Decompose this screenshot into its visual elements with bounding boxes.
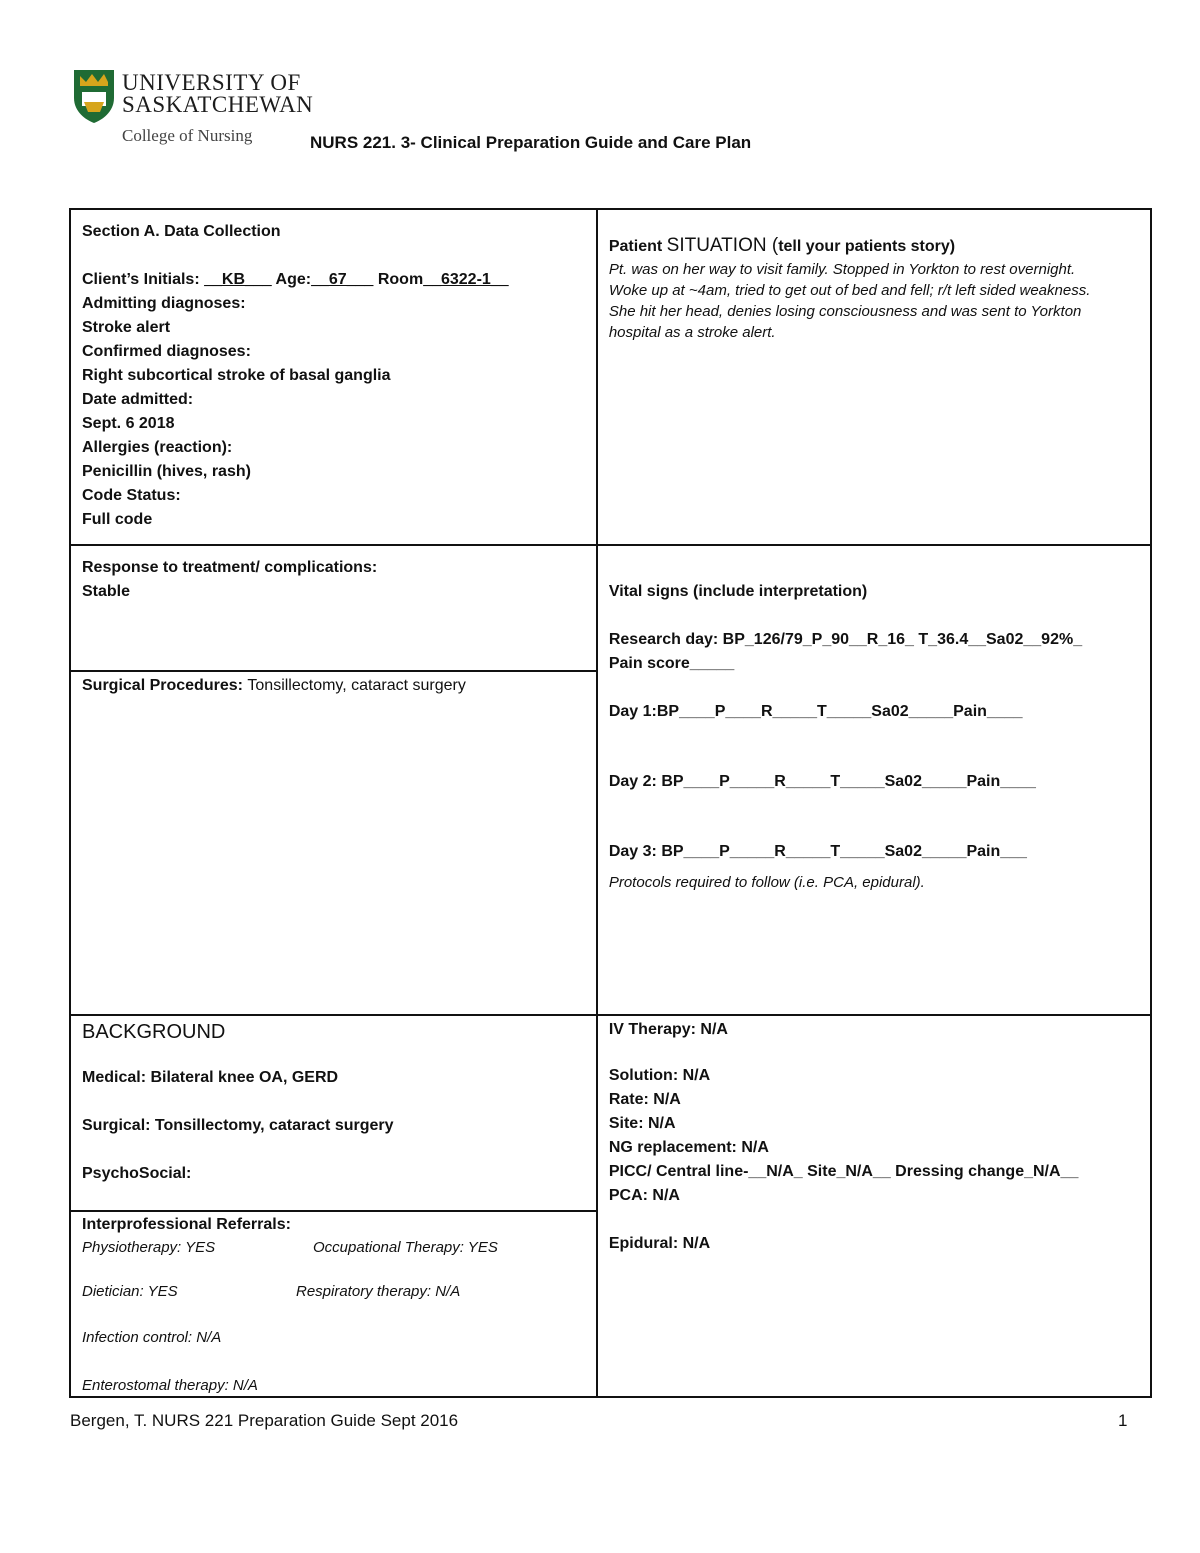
- background-surgical: Surgical: Tonsillectomy, cataract surgery: [82, 1117, 394, 1134]
- surgical-procedures-cell: [70, 671, 597, 1015]
- background-cell: [70, 1015, 597, 1211]
- code-status-value: Full code: [82, 511, 153, 528]
- vital-signs-cell: [597, 545, 1151, 1015]
- referrals-cell: [70, 1211, 597, 1397]
- iv-site: Site: N/A: [608, 1115, 676, 1132]
- referrals-row2: [82, 1281, 586, 1327]
- initials-label: Client’s Initials:: [82, 271, 205, 288]
- situation-line: Woke up at ~4am, tried to get out of bed and fell; r/t left sided weakness.: [608, 282, 1091, 299]
- referral-physio: Physiotherapy: YES: [82, 1239, 216, 1256]
- iv-therapy-cell: [597, 1015, 1151, 1397]
- section-a-cell: [70, 209, 597, 545]
- iv-picc: PICC/ Central line-__N/A_ Site_N/A__ Dressing change_N/A__: [608, 1163, 1079, 1180]
- referrals-title: Interprofessional Referrals:: [82, 1216, 291, 1233]
- code-status-label: Code Status:: [82, 487, 181, 504]
- surgical-procedures-label: Surgical Procedures:: [82, 677, 248, 694]
- iv-epidural: Epidural: N/A: [608, 1235, 711, 1252]
- situation-heading: [609, 234, 1140, 259]
- referrals-row1: [82, 1237, 586, 1281]
- university-name-line2: SASKATCHEWAN: [122, 92, 314, 117]
- vitals-research-day: Research day: BP_126/79_P_90__R_16_ T_36.4__Sa02__92%_: [608, 631, 1083, 648]
- background-medical: Medical: Bilateral knee OA, GERD: [82, 1069, 339, 1086]
- surgical-procedures-value: Tonsillectomy, cataract surgery: [247, 677, 466, 694]
- age-value: __67___: [311, 271, 374, 288]
- situation-label-suffix: tell your patients story): [778, 238, 956, 255]
- referral-infection: Infection control: N/A: [82, 1329, 222, 1346]
- iv-rate: Rate: N/A: [608, 1091, 681, 1108]
- document-title: NURS 221. 3- Clinical Preparation Guide and Care Plan: [310, 133, 752, 152]
- university-name-line1: UNIVERSITY OF: [122, 70, 301, 95]
- iv-pca: PCA: N/A: [608, 1187, 680, 1204]
- referral-respiratory: Respiratory therapy: N/A: [296, 1283, 461, 1300]
- date-admitted-value: Sept. 6 2018: [82, 415, 175, 432]
- situation-label-big: SITUATION (: [666, 235, 779, 256]
- referral-occupational: Occupational Therapy: YES: [313, 1239, 498, 1256]
- vitals-day3: Day 3: BP____P_____R_____T_____Sa02_____Pain___: [608, 843, 1027, 860]
- allergies-value: Penicillin (hives, rash): [82, 463, 251, 480]
- college-name: College of Nursing: [122, 126, 253, 145]
- confirmed-value: Right subcortical stroke of basal ganglia: [82, 367, 391, 384]
- iv-title: IV Therapy: N/A: [608, 1021, 728, 1038]
- admitting-value: Stroke alert: [82, 319, 171, 336]
- situation-line: Pt. was on her way to visit family. Stopped in Yorkton to rest overnight.: [608, 261, 1076, 278]
- room-label: Room: [373, 271, 424, 288]
- vitals-day1: Day 1:BP____P____R_____T_____Sa02_____Pain____: [608, 703, 1023, 720]
- age-label: Age:: [271, 271, 312, 288]
- initials-value: __KB___: [204, 271, 272, 288]
- surgical-procedures-row: [82, 674, 586, 698]
- response-label: Response to treatment/ complications:: [82, 559, 378, 576]
- vitals-day2: Day 2: BP____P_____R_____T_____Sa02_____Pain____: [608, 773, 1036, 790]
- referral-dietician: Dietician: YES: [82, 1283, 178, 1300]
- section-a-title: Section A. Data Collection: [82, 223, 281, 240]
- situation-line: She hit her head, denies losing consciousness and was sent to Yorkton: [608, 303, 1082, 320]
- footer-citation: Bergen, T. NURS 221 Preparation Guide Sept 2016: [70, 1411, 459, 1430]
- crest-icon: [72, 68, 116, 124]
- background-psychosocial: PsychoSocial:: [82, 1165, 192, 1182]
- situation-cell: [597, 209, 1151, 545]
- response-value: Stable: [82, 583, 131, 600]
- university-logo: [72, 68, 312, 153]
- care-plan-table: [69, 208, 1152, 1398]
- response-cell: [70, 545, 597, 671]
- vitals-title: Vital signs (include interpretation): [608, 583, 868, 600]
- allergies-label: Allergies (reaction):: [82, 439, 233, 456]
- iv-ng-replacement: NG replacement: N/A: [608, 1139, 769, 1156]
- vitals-protocols: Protocols required to follow (i.e. PCA, epidural).: [608, 874, 925, 891]
- situation-label-prefix: Patient: [608, 238, 667, 255]
- room-value: __6322-1__: [423, 271, 509, 288]
- referral-enterostomal: Enterostomal therapy: N/A: [82, 1377, 258, 1394]
- background-title: BACKGROUND: [82, 1021, 226, 1043]
- page-number: 1: [1118, 1411, 1128, 1430]
- vitals-pain-score: Pain score_____: [608, 655, 735, 672]
- situation-line: hospital as a stroke alert.: [608, 324, 776, 341]
- iv-solution: Solution: N/A: [608, 1067, 711, 1084]
- client-info-row: [82, 268, 586, 292]
- confirmed-label: Confirmed diagnoses:: [82, 343, 251, 360]
- date-admitted-label: Date admitted:: [82, 391, 194, 408]
- admitting-label: Admitting diagnoses:: [82, 295, 246, 312]
